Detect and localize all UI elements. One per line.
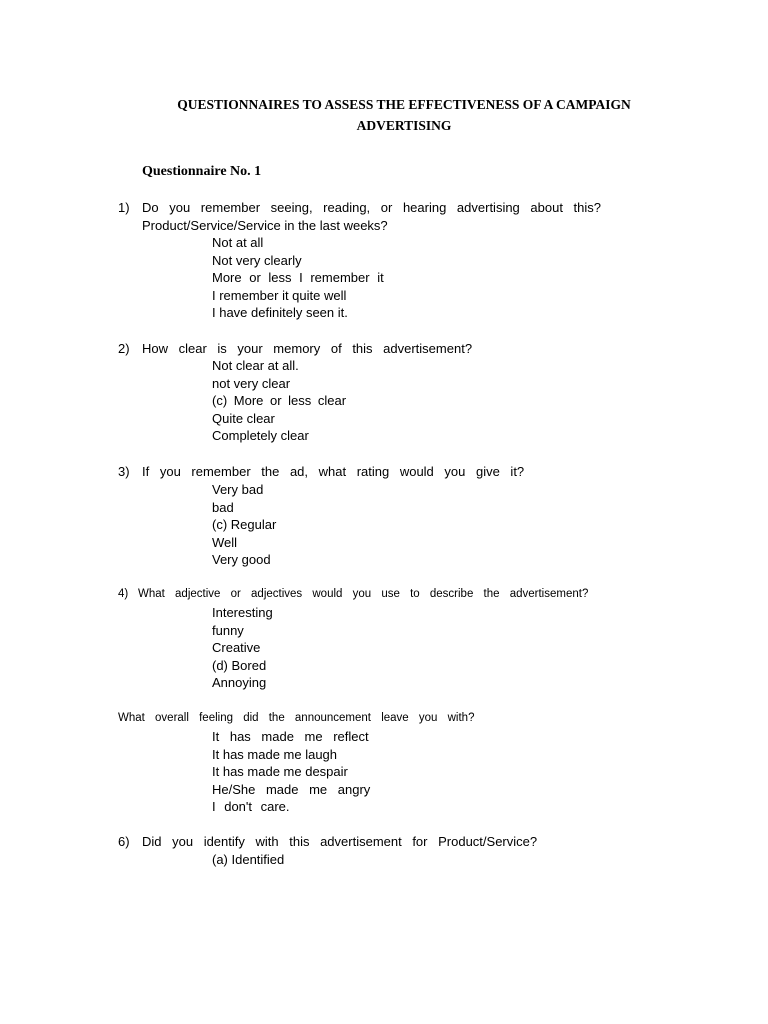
answer-option: Not clear at all. [212,358,299,373]
question-6-options [212,851,284,869]
question-4-options [212,604,273,692]
answer-option: (a) Identified [212,852,285,867]
question-2-options [212,357,346,445]
answer-option: Well [212,534,238,550]
question-6 [118,833,537,851]
answer-option: Creative [212,640,261,656]
answer-option: (c) More or less clear [212,393,347,409]
answer-option: It has made me despair [212,764,348,780]
answer-option: Annoying [212,675,267,691]
answer-option: I remember it quite well [212,287,347,303]
question-text: How clear is your memory of this advertisement? [142,341,473,356]
question-4 [118,586,588,604]
question-number: 2) [118,341,130,356]
title-line-1: QUESTIONNAIRES TO ASSESS THE EFFECTIVENESS OF A CAMPAIGN [177,97,631,112]
answer-option: I don't care. [212,799,290,815]
document-title [118,94,690,136]
question-3 [118,463,524,481]
answer-option: (c) Regular [212,517,277,533]
question-text-continuation: Product/Service/Service in the last weeks? [142,217,388,233]
answer-option: It has made me laugh [212,746,338,762]
question-text: Did you identify with this advertisement for Product/Service? [142,834,538,849]
answer-option: He/She made me angry [212,781,371,797]
question-number: 6) [118,834,130,849]
answer-option: Not very clearly [212,252,302,268]
answer-option: funny [212,622,244,638]
question-number: 3) [118,464,130,479]
question-2 [118,340,472,358]
answer-option: Not at all [212,235,264,250]
question-1-options [212,234,384,322]
question-5-options [212,728,370,816]
answer-option: I have definitely seen it. [212,305,348,321]
question-number: 4) [118,588,129,600]
questionnaire-heading: Questionnaire No. 1 [142,164,262,179]
answer-option: not very clear [212,375,291,391]
answer-option: It has made me reflect [212,729,369,744]
question-3-options [212,481,276,569]
answer-option: Very good [212,552,271,568]
answer-option: Quite clear [212,410,275,426]
answer-option: More or less I remember it [212,270,384,286]
question-text: What overall feeling did the announcement leave you with? [118,712,475,724]
answer-option: bad [212,499,234,515]
question-text: What adjective or adjectives would you use to describe the advertisement? [138,588,589,600]
question-text: Do you remember seeing, reading, or hearing advertising about this? [142,200,602,215]
question-5 [118,710,474,728]
answer-option: (d) Bored [212,657,267,673]
question-number: 1) [118,200,130,215]
title-line-2: ADVERTISING [356,118,452,133]
answer-option: Completely clear [212,428,309,444]
answer-option: Very bad [212,482,264,497]
question-text: If you remember the ad, what rating would you give it? [142,464,525,479]
question-1 [118,199,602,233]
answer-option: Interesting [212,605,273,620]
